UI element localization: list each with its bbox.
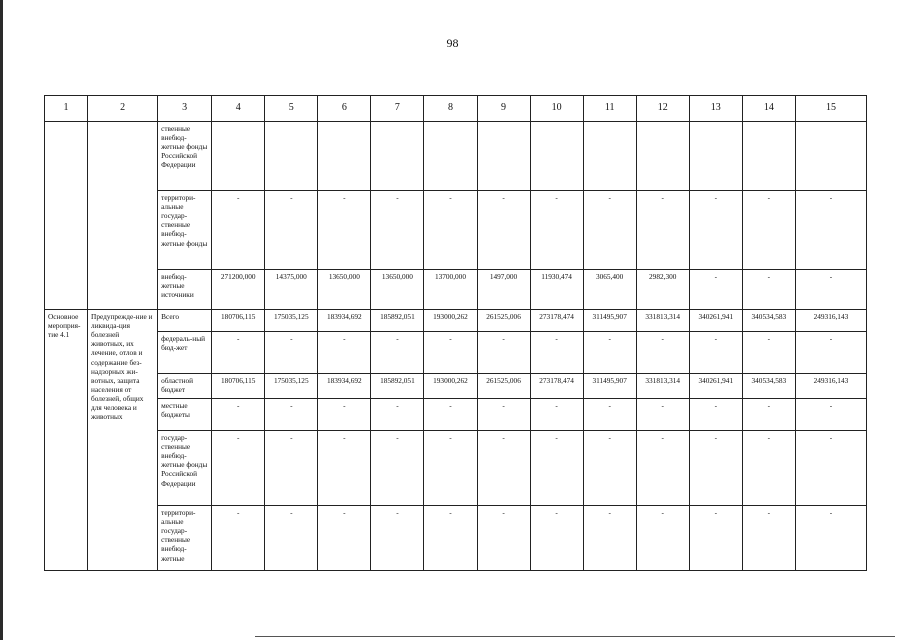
value-cell: - (636, 431, 689, 506)
value-cell: 340534,583 (742, 310, 795, 332)
value-cell: - (742, 506, 795, 571)
funding-source: территори-альные государ-ственные внебюд-жетные (158, 506, 212, 571)
value-cell: - (371, 431, 424, 506)
value-cell: 175035,125 (265, 374, 318, 399)
value-cell: - (477, 506, 530, 571)
value-cell: - (795, 270, 866, 310)
value-cell: 340261,941 (689, 374, 742, 399)
value-cell: - (318, 431, 371, 506)
header-cell: 10 (530, 96, 583, 122)
value-cell: - (371, 399, 424, 431)
value-cell: - (689, 332, 742, 374)
value-cell (424, 122, 477, 191)
header-cell: 7 (371, 96, 424, 122)
value-cell: 2982,300 (636, 270, 689, 310)
value-cell: 13650,000 (318, 270, 371, 310)
measure-code: Основное мероприя-тие 4.1 (45, 310, 88, 571)
value-cell: - (318, 399, 371, 431)
value-cell: - (424, 191, 477, 270)
value-cell: - (689, 399, 742, 431)
value-cell: - (424, 399, 477, 431)
value-cell: - (265, 399, 318, 431)
value-cell: 180706,115 (212, 374, 265, 399)
value-cell (795, 122, 866, 191)
value-cell: - (689, 191, 742, 270)
value-cell: - (636, 506, 689, 571)
value-cell: - (477, 399, 530, 431)
value-cell: - (424, 506, 477, 571)
table-row (45, 431, 867, 506)
value-cell (265, 122, 318, 191)
value-cell: 340534,583 (742, 374, 795, 399)
funding-source: государ-ственные внебюд-жетные фонды Российской Федерации (158, 431, 212, 506)
header-cell: 9 (477, 96, 530, 122)
budget-table (44, 95, 867, 571)
value-cell: 185892,051 (371, 310, 424, 332)
value-cell: - (318, 506, 371, 571)
header-cell: 2 (88, 96, 158, 122)
table-row (45, 506, 867, 571)
value-cell: - (371, 332, 424, 374)
table-row (45, 122, 867, 191)
value-cell: - (318, 191, 371, 270)
value-cell: - (265, 506, 318, 571)
value-cell: - (212, 431, 265, 506)
value-cell: 273178,474 (530, 310, 583, 332)
value-cell: - (689, 506, 742, 571)
value-cell: - (583, 332, 636, 374)
value-cell: - (477, 431, 530, 506)
funding-source: ственные внебюд-жетные фонды Российской Федерации (158, 122, 212, 191)
value-cell (583, 122, 636, 191)
header-cell: 14 (742, 96, 795, 122)
value-cell: 261525,006 (477, 374, 530, 399)
value-cell: - (318, 332, 371, 374)
value-cell (742, 122, 795, 191)
value-cell: - (689, 270, 742, 310)
value-cell: 185892,051 (371, 374, 424, 399)
header-cell: 3 (158, 96, 212, 122)
value-cell: 249316,143 (795, 310, 866, 332)
table-row (45, 191, 867, 270)
page-bottom-rule (255, 636, 895, 637)
funding-source: Всего (158, 310, 212, 332)
header-row (45, 96, 867, 122)
value-cell: 271200,000 (212, 270, 265, 310)
value-cell: 261525,006 (477, 310, 530, 332)
value-cell: - (371, 506, 424, 571)
header-cell: 13 (689, 96, 742, 122)
value-cell: - (212, 506, 265, 571)
value-cell: 331813,314 (636, 374, 689, 399)
value-cell: - (530, 332, 583, 374)
value-cell: - (795, 191, 866, 270)
value-cell: - (424, 332, 477, 374)
value-cell: - (265, 431, 318, 506)
funding-source: федераль-ный бюд-жет (158, 332, 212, 374)
value-cell: 3065,400 (583, 270, 636, 310)
value-cell: - (583, 399, 636, 431)
value-cell: 273178,474 (530, 374, 583, 399)
value-cell: 340261,941 (689, 310, 742, 332)
value-cell: 14375,000 (265, 270, 318, 310)
value-cell: 13700,000 (424, 270, 477, 310)
value-cell (636, 122, 689, 191)
value-cell: - (742, 431, 795, 506)
table-row (45, 332, 867, 374)
value-cell: - (795, 399, 866, 431)
value-cell: 13650,000 (371, 270, 424, 310)
value-cell: - (795, 332, 866, 374)
value-cell: 249316,143 (795, 374, 866, 399)
header-cell: 15 (795, 96, 866, 122)
header-cell: 8 (424, 96, 477, 122)
header-cell: 6 (318, 96, 371, 122)
value-cell: - (583, 431, 636, 506)
page-number: 98 (446, 36, 459, 50)
value-cell: 193000,262 (424, 374, 477, 399)
value-cell: 311495,907 (583, 310, 636, 332)
value-cell: 183934,692 (318, 310, 371, 332)
value-cell (689, 122, 742, 191)
empty-cell (88, 122, 158, 310)
value-cell: - (742, 270, 795, 310)
value-cell: - (742, 332, 795, 374)
header-cell: 4 (212, 96, 265, 122)
funding-source: территори-альные государ-ственные внебюд-жетные фонды (158, 191, 212, 270)
value-cell: - (212, 399, 265, 431)
value-cell: 311495,907 (583, 374, 636, 399)
funding-source: областной бюджет (158, 374, 212, 399)
value-cell: - (742, 191, 795, 270)
funding-source: внебюд-жетные источники (158, 270, 212, 310)
value-cell: 175035,125 (265, 310, 318, 332)
value-cell: - (265, 191, 318, 270)
value-cell: - (371, 191, 424, 270)
value-cell: - (583, 191, 636, 270)
value-cell: 1497,000 (477, 270, 530, 310)
value-cell: - (742, 399, 795, 431)
value-cell: - (530, 191, 583, 270)
empty-cell (45, 122, 88, 310)
value-cell: - (636, 332, 689, 374)
header-cell: 5 (265, 96, 318, 122)
value-cell (477, 122, 530, 191)
table-row (45, 270, 867, 310)
table-row (45, 374, 867, 399)
value-cell: - (530, 431, 583, 506)
funding-source: местные бюджеты (158, 399, 212, 431)
value-cell (371, 122, 424, 191)
value-cell: - (212, 332, 265, 374)
value-cell: - (477, 332, 530, 374)
measure-description: Предупрежде-ние и ликвида-ция болезней животных, их лечение, отлов и содержание без-надзорных жи-вотных, защита населения от болезней, общих для человека и животных (88, 310, 158, 571)
header-cell: 11 (583, 96, 636, 122)
value-cell (318, 122, 371, 191)
value-cell: - (636, 399, 689, 431)
value-cell: 183934,692 (318, 374, 371, 399)
value-cell: - (689, 431, 742, 506)
value-cell: - (583, 506, 636, 571)
value-cell: 11930,474 (530, 270, 583, 310)
value-cell (530, 122, 583, 191)
value-cell: 193000,262 (424, 310, 477, 332)
table-row (45, 399, 867, 431)
header-cell: 12 (636, 96, 689, 122)
header-cell: 1 (45, 96, 88, 122)
value-cell: - (636, 191, 689, 270)
value-cell: - (477, 191, 530, 270)
value-cell: - (530, 399, 583, 431)
value-cell: - (212, 191, 265, 270)
value-cell: - (530, 506, 583, 571)
value-cell: - (795, 431, 866, 506)
table-row (45, 310, 867, 332)
value-cell: - (424, 431, 477, 506)
value-cell: 180706,115 (212, 310, 265, 332)
scan-edge (0, 0, 3, 640)
value-cell (212, 122, 265, 191)
value-cell: 331813,314 (636, 310, 689, 332)
value-cell: - (265, 332, 318, 374)
value-cell: - (795, 506, 866, 571)
